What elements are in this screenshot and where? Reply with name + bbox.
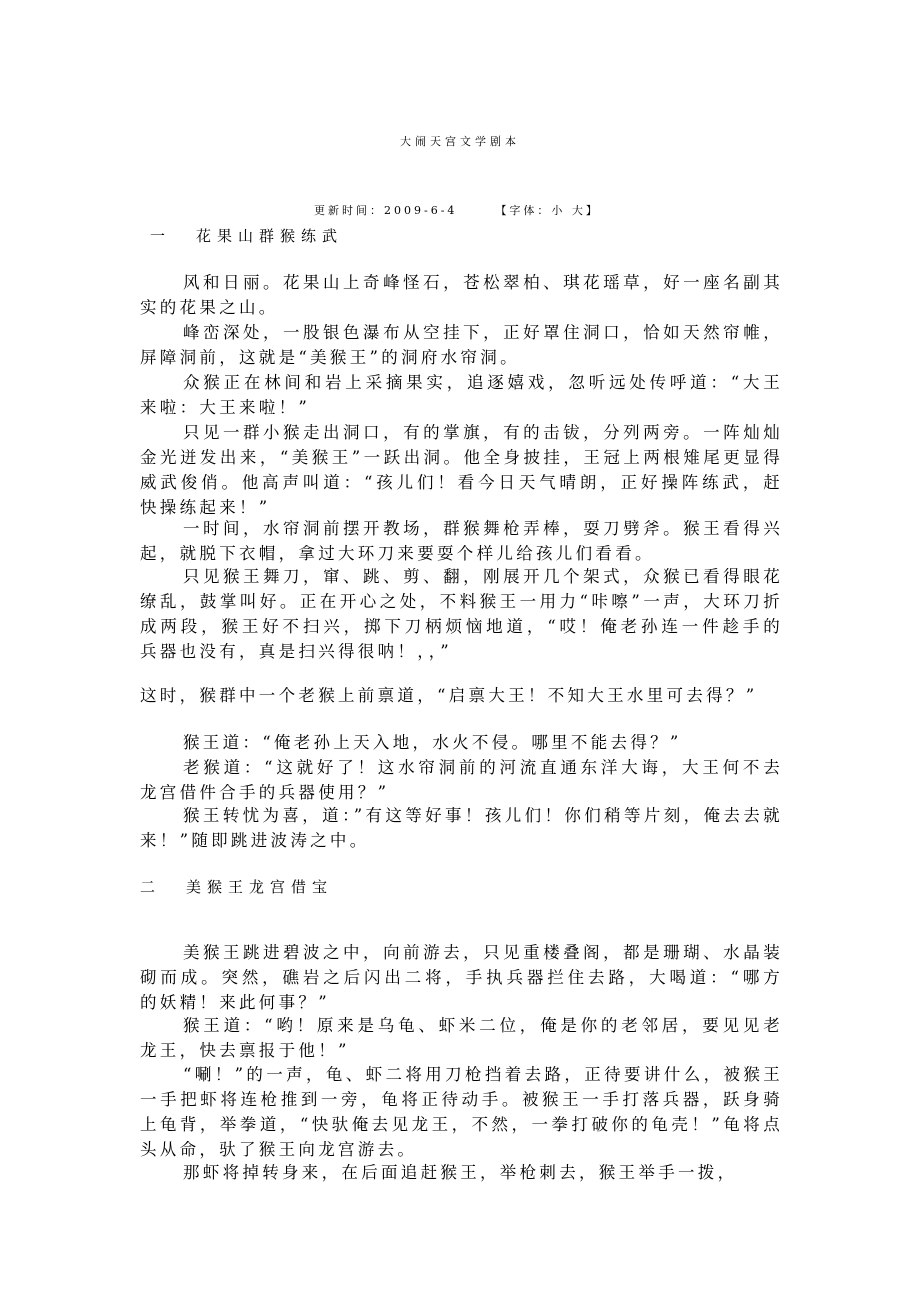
paragraph: 那虾将掉转身来，在后面追赶猴王，举枪刺去，猴王举手一拨，: [183, 1163, 738, 1182]
paragraph: 猴王道：“哟！原来是乌龟、虾米二位，俺是你的老邻居，要见见老龙王，快去禀报于他！”: [140, 1016, 783, 1060]
paragraph: 老猴道：“这就好了！这水帘洞前的河流直通东洋大诲，大王何不去龙宫借件合手的兵器使用？”: [140, 758, 783, 802]
paragraph: 只见猴王舞刀，窜、跳、剪、翻，刚展开几个架式，众猴已看得眼花缭乱，鼓掌叫好。正在开心之处，不料猴王一用力“咔嚓”一声，大环刀折成两段，猴王好不扫兴，掷下刀柄烦恼地道，“哎！俺老孙连一件趁手的兵器也没有，真是扫兴得很呐！，，”: [140, 567, 783, 661]
paragraph: 猴王道：“俺老孙上天入地，水火不侵。哪里不能去得？”: [183, 733, 682, 752]
font-size-control[interactable]: 【字体：小 大】: [495, 204, 600, 217]
update-date: 2009-6-4: [384, 204, 458, 217]
paragraph: 一时间，水帘洞前摆开教场，群猴舞枪弄棒，耍刀劈斧。猴王看得兴起，就脱下衣帽，拿过大环刀来要耍个样儿给孩儿们看看。: [140, 519, 783, 563]
update-label: 更新时间：: [314, 204, 384, 217]
section-number: 二: [140, 878, 162, 896]
section-title: 美猴王龙宫借宝: [186, 878, 334, 896]
paragraph: 这时，猴群中一个老猴上前禀道，“启禀大王！不知大王水里可去得？”: [140, 686, 758, 705]
paragraph: 众猴正在林间和岩上采摘果实，追逐嬉戏，忽听远处传呼道：“大王来啦：大王来啦！”: [140, 373, 783, 417]
section-number: 一: [150, 227, 172, 245]
section-heading: [150, 225, 343, 246]
paragraph: 风和日丽。花果山上奇峰怪石，苍松翠柏、琪花瑶草，好一座名副其实的花果之山。: [140, 273, 783, 317]
paragraph: 只见一群小猴走出洞口，有的掌旗，有的击钹，分列两旁。一阵灿灿金光迸发出来，“美猴王”一跃出洞。他全身披挂，王冠上两根雉尾更显得威武俊俏。他高声叫道：“孩儿们！看今日天气晴朗，正好操阵练武，赶快操练起来！”: [140, 423, 783, 517]
paragraph: 美猴王跳进碧波之中，向前游去，只见重楼叠阁，都是珊瑚、水晶装砌而成。突然，礁岩之后闪出二将，手执兵器拦住去路，大喝道：“哪方的妖精！来此何事？”: [140, 943, 783, 1012]
paragraph: 峰峦深处，一股银色瀑布从空挂下，正好罩住洞口，恰如天然帘帷，屏障洞前，这就是“美猴王”的洞府水帘洞。: [140, 323, 783, 367]
paragraph: “唰！”的一声，龟、虾二将用刀枪挡着去路，正待要讲什么，被猴王一手把虾将连枪推到一旁，龟将正待动手。被猴王一手打落兵器，跃身骑上龟背，举拳道，“快驮俺去见龙王，不然，一拳打破你的龟壳！”龟将点头从命，驮了猴王向龙宫游去。: [140, 1065, 783, 1159]
document-title: 大闹天宫文学剧本: [400, 135, 520, 148]
paragraph: 猴王转忧为喜，道：”有这等好事！孩儿们！你们稍等片刻，俺去去就来！”随即跳进波涛之中。: [140, 806, 783, 850]
update-info: [314, 202, 600, 218]
section-heading: [140, 876, 333, 897]
section-title: 花果山群猴练武: [196, 227, 344, 245]
